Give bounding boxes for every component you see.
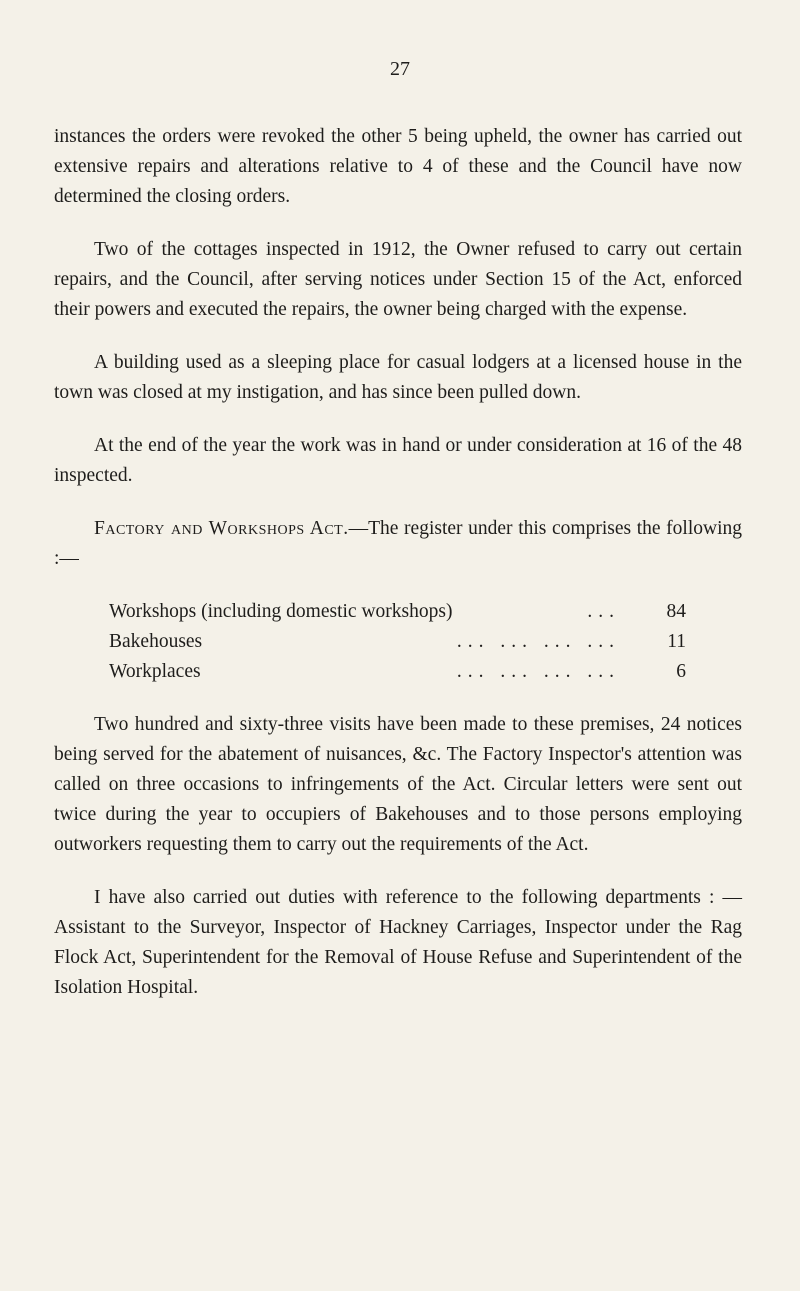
factory-act-text: —The register under this comprises the following :— [54, 518, 742, 569]
register-row [109, 657, 742, 687]
paragraph-visits: Two hundred and sixty-three visits have been made to these premises, 24 notices being served for the abatement of nuisances, &c. The Factory Inspector's attention was called on three occasions to infringements of the Act. Circular letters were sent out twice during the year to occupiers of Bakehouses and to those persons employing outworkers requesting them to carry out the requirements of the Act. [54, 714, 742, 855]
leader-dots: ... [587, 601, 620, 622]
document-body [54, 122, 742, 1026]
leader-dots: ... ... ... ... [456, 661, 620, 682]
register-count: 11 [667, 631, 686, 652]
paragraph-sleeping-place: A building used as a sleeping place for casual lodgers at a licensed house in the town was closed at my instigation, and has since been pulled down. [54, 352, 742, 403]
register-row [109, 597, 742, 627]
register-row [109, 627, 742, 657]
paragraph-closing-orders: instances the orders were revoked the other 5 being upheld, the owner has carried out extensive repairs and alterations relative to 4 of these and the Council have now determined the closing orders. [54, 126, 742, 207]
register-table [54, 597, 742, 687]
register-name: Workplaces [109, 661, 201, 682]
leader-dots: ... ... ... ... [456, 631, 620, 652]
paragraph-factory-act [54, 514, 742, 574]
register-count: 84 [666, 601, 686, 622]
register-name: Bakehouses [109, 631, 203, 652]
section-heading-factory-act: Factory and Workshops Act. [94, 518, 349, 539]
register-count: 6 [676, 661, 686, 682]
register-name: Workshops (including domestic workshops) [109, 601, 453, 622]
paragraph-year-end: At the end of the year the work was in hand or under consideration at 16 of the 48 inspected. [54, 435, 742, 486]
page-number: 27 [390, 58, 410, 80]
paragraph-cottages-repairs: Two of the cottages inspected in 1912, the Owner refused to carry out certain repairs, and the Council, after serving notices under Section 15 of the Act, enforced their powers and executed the repairs, the owner being charged with the expense. [54, 239, 742, 320]
paragraph-duties: I have also carried out duties with reference to the following departments : — Assistant to the Surveyor, Inspector of Hackney Carriages, Inspector under the Rag Flock Act, Superintendent for the Removal of House Refuse and Superintendent of the Isolation Hospital. [54, 887, 742, 998]
